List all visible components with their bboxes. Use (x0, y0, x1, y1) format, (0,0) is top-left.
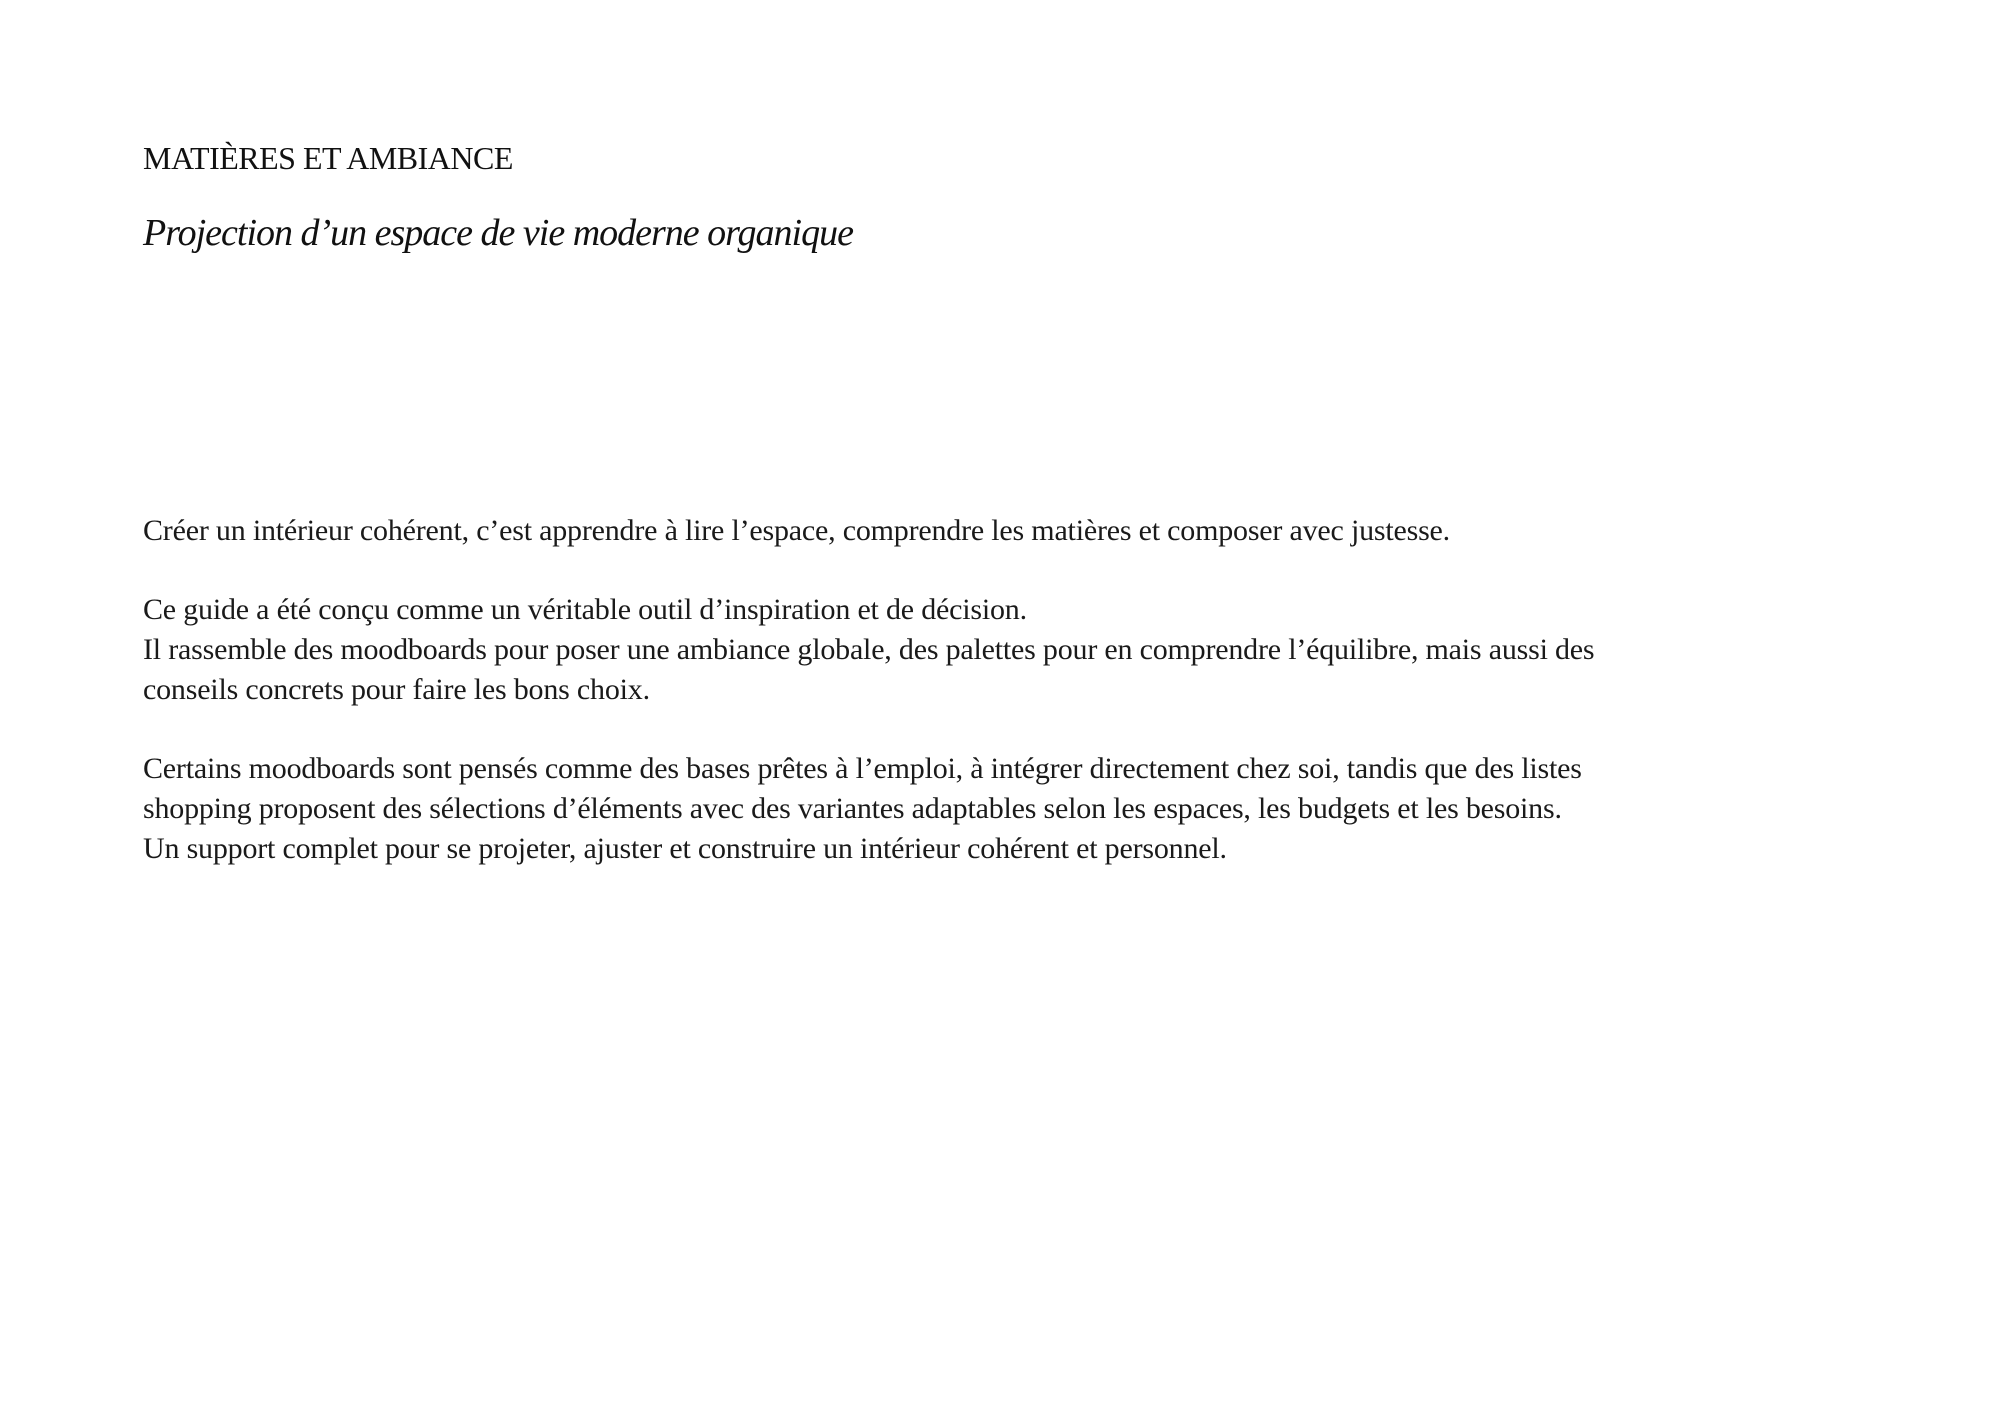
page-subtitle: Projection d’un espace de vie moderne organique (143, 212, 853, 254)
text-line: conseils concrets pour faire les bons choix. (143, 673, 650, 706)
paragraph-intro (143, 511, 1883, 551)
text-line: Il rassemble des moodboards pour poser une ambiance globale, des palettes pour en comprendre l’équilibre, mais aussi des (143, 633, 1595, 666)
body-text (143, 511, 1883, 908)
text-line: Créer un intérieur cohérent, c’est apprendre à lire l’espace, comprendre les matières et composer avec justesse. (143, 514, 1450, 547)
text-line: Ce guide a été conçu comme un véritable outil d’inspiration et de décision. (143, 593, 1027, 626)
text-line: Un support complet pour se projeter, ajuster et construire un intérieur cohérent et personnel. (143, 832, 1227, 865)
text-line: Certains moodboards sont pensés comme des bases prêtes à l’emploi, à intégrer directement chez soi, tandis que des listes (143, 752, 1582, 785)
paragraph-moodboards (143, 749, 1883, 869)
paragraph-guide (143, 590, 1883, 710)
page-title: MATIÈRES ET AMBIANCE (143, 140, 513, 176)
text-line: shopping proposent des sélections d’éléments avec des variantes adaptables selon les espaces, les budgets et les besoins. (143, 792, 1562, 825)
